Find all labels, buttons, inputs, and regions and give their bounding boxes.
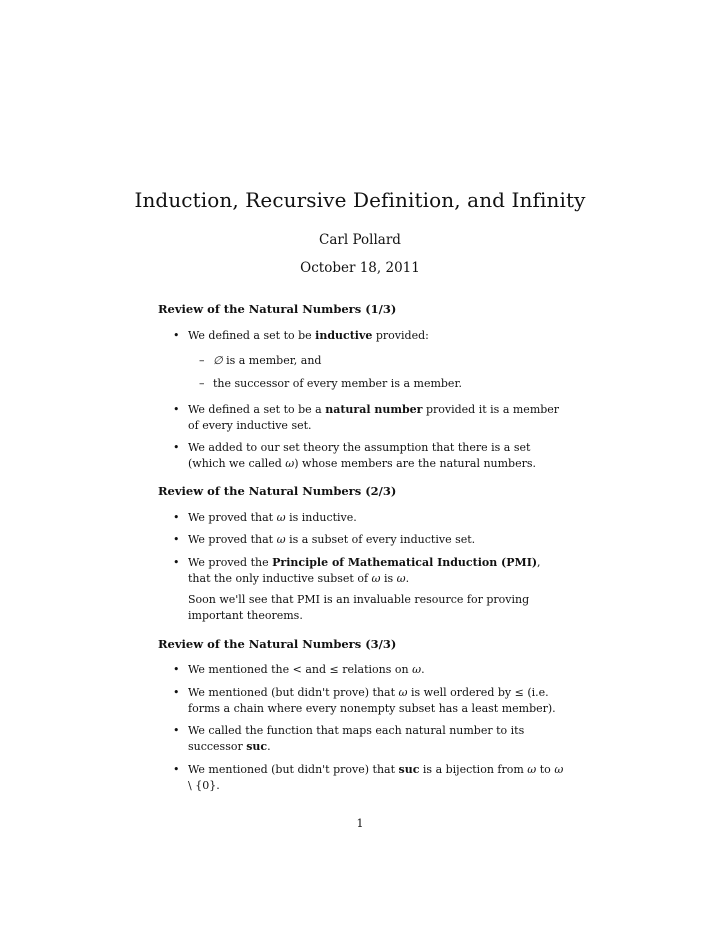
omega-symbol: ω: [554, 763, 564, 776]
omega-symbol: ω: [396, 572, 406, 585]
section-3: [158, 637, 568, 792]
section-3-bullet-3: • We called the function that maps each natural number to its successor suc.: [173, 724, 525, 753]
author-name: Carl Pollard: [319, 232, 401, 248]
empty-set-symbol: ∅: [213, 354, 223, 367]
section-2-bullet-1: • We proved that ω is inductive.: [173, 511, 357, 524]
section-1-subitem-1: – ∅ is a member, and: [199, 354, 322, 367]
omega-symbol: ω: [276, 533, 286, 546]
term-inductive: inductive: [315, 329, 373, 342]
section-3-bullet-4: • We mentioned (but didn't prove) that suc is a bijection from ω to ω \ {0}.: [173, 763, 564, 792]
omega-symbol: ω: [285, 457, 295, 470]
omega-symbol: ω: [398, 686, 408, 699]
bullet-marker: •: [173, 686, 180, 699]
section-2-bullet-3: • We proved the Principle of Mathematical Induction (PMI), that the only inductive subset of ω is ω.: [173, 556, 541, 585]
bullet-marker: •: [173, 511, 180, 524]
bullet-marker: •: [173, 533, 180, 546]
section-1-title: Review of the Natural Numbers (1/3): [158, 302, 397, 316]
omega-symbol: ω: [527, 763, 537, 776]
section-1-bullet-1: • We defined a set to be inductive provided:: [173, 329, 429, 342]
bullet-marker: •: [173, 556, 180, 569]
term-natural-number: natural number: [325, 403, 423, 416]
section-1: [158, 302, 568, 470]
bullet-marker: •: [173, 441, 180, 454]
dash-marker: –: [199, 354, 205, 367]
section-3-bullet-2: • We mentioned (but didn't prove) that ω is well ordered by ≤ (i.e. forms a chain where every nonempty subset has a least member).: [173, 686, 556, 715]
section-1-bullet-2: • We defined a set to be a natural number provided it is a member of every inductive set.: [173, 403, 560, 432]
bullet-marker: •: [173, 403, 180, 416]
dash-marker: –: [199, 377, 205, 390]
section-1-bullet-3: • We added to our set theory the assumption that there is a set (which we called ω) whose members are the natural numbers.: [173, 441, 537, 470]
bullet-marker: •: [173, 329, 180, 342]
bullet-marker: •: [173, 724, 180, 737]
term-pmi: Principle of Mathematical Induction (PMI): [272, 556, 538, 569]
bullet-marker: •: [173, 663, 180, 676]
document-date: October 18, 2011: [300, 260, 420, 276]
section-2-bullet-2: • We proved that ω is a subset of every inductive set.: [173, 533, 476, 546]
section-3-bullet-1: • We mentioned the < and ≤ relations on ω.: [173, 663, 425, 676]
section-2-paragraph: Soon we'll see that PMI is an invaluable resource for proving important theorems.: [188, 593, 530, 622]
term-suc: suc: [398, 763, 420, 776]
section-2: [158, 484, 568, 622]
document-title: Induction, Recursive Definition, and Infinity: [134, 188, 586, 212]
section-2-title: Review of the Natural Numbers (2/3): [158, 484, 397, 498]
omega-symbol: ω: [276, 511, 286, 524]
term-suc: suc: [246, 740, 268, 753]
omega-symbol: ω: [412, 663, 422, 676]
omega-symbol: ω: [371, 572, 381, 585]
page-number: 1: [356, 817, 364, 830]
section-3-title: Review of the Natural Numbers (3/3): [158, 637, 397, 651]
section-1-subitem-2: – the successor of every member is a member.: [199, 377, 462, 390]
bullet-marker: •: [173, 763, 180, 776]
